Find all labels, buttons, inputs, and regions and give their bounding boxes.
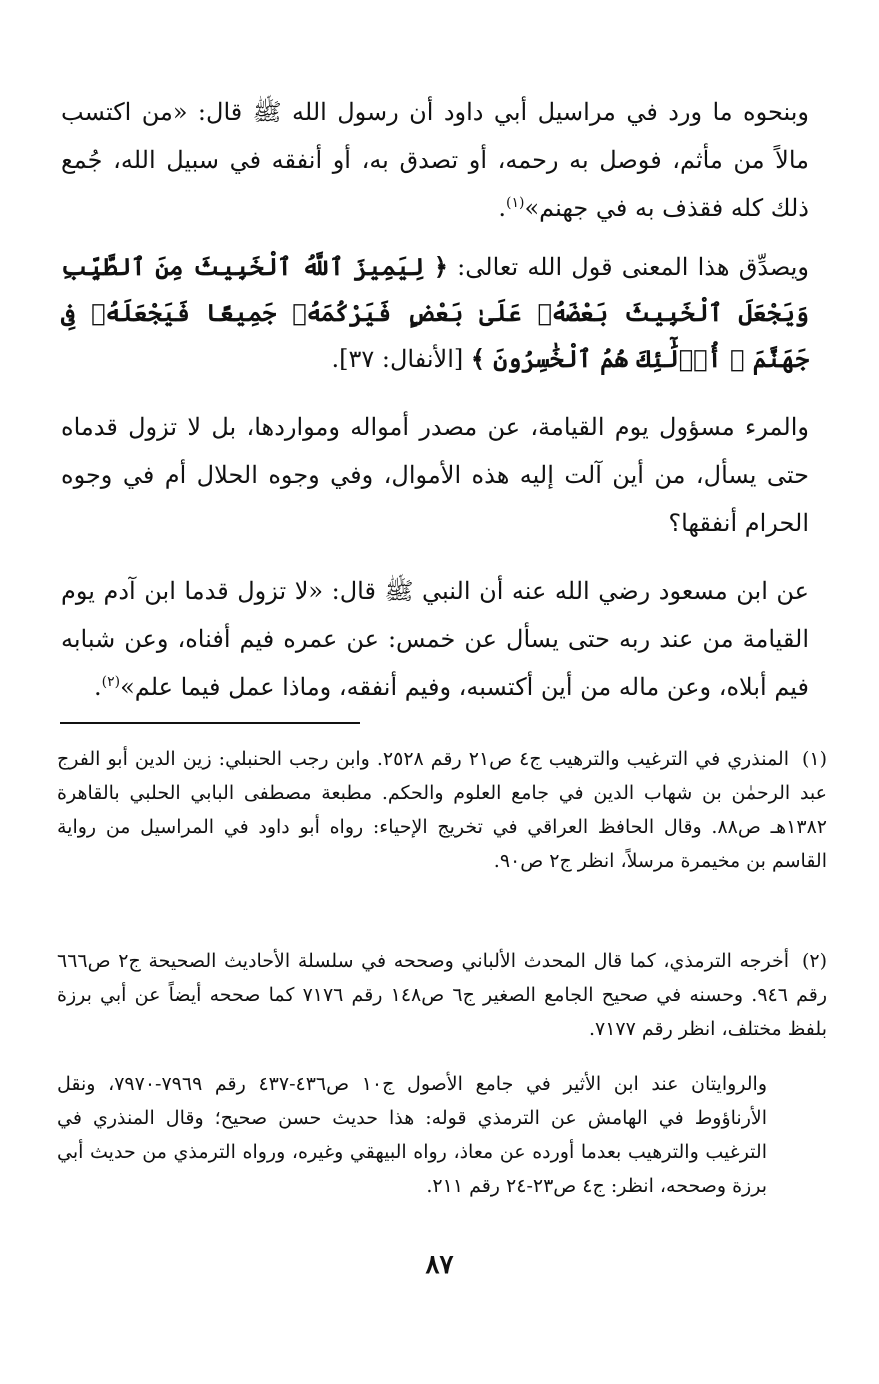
paragraph-accountability (61, 403, 809, 547)
paragraph-end: . (498, 194, 506, 222)
paragraph-text: والمرء مسؤول يوم القيامة، عن مصدر أمواله ومواردها، بل لا تزول قدماه حتى يسأل، من أين آلت إليه هذه الأموال، وفي وجوه الحلال أم في وجوه الحرام أنفقها؟ (61, 413, 810, 537)
footnote-number: (٢) (801, 950, 827, 972)
footnote-2 (57, 944, 827, 1046)
paragraph-text: عن ابن مسعود رضي الله عنه أن النبي ﷺ قال: «لا تزول قدما ابن آدم يوم القيامة من عند ربه حتى يسأل عن خمس: عن عمره فيم أفناه، وعن شبابه فيم أبلاه، وعن ماله من أين أكتسبه، وفيم أنفقه، وماذا عمل فيما علم» (61, 577, 809, 701)
footnote-ref-2[interactable]: (٢) (101, 674, 121, 690)
paragraph-ibn-masud-hadith (61, 567, 809, 711)
paragraph-mursal-hadith (61, 88, 809, 232)
page-number: ٨٧ (425, 1250, 454, 1280)
verse-source: [الأنفال: ٣٧]. (331, 345, 471, 373)
paragraph-quran-verse (61, 244, 809, 382)
paragraph-end: . (93, 673, 102, 701)
footnote-text: والروايتان عند ابن الأثير في جامع الأصول ج١٠ ص٤٣٦-٤٣٧ رقم ٧٩٦٩-٧٩٧٠، ونقل الأرناؤوط في الهامش عن الترمذي قوله: هذا حديث حسن صحيح؛ وقال المنذري في الترغيب والترهيب بعدما أورده عن معاذ، رواه البيهقي وغيره، ورواه الترمذي من حديث أبي برزة وصححه، انظر: ج٤ ص٢٣-٢٤ رقم ٢١١. (57, 1073, 767, 1197)
footnote-text: أخرجه الترمذي، كما قال المحدث الألباني وصححه في سلسلة الأحاديث الصحيحة ج٢ ص٦٦٦ رقم ٩٤٦. وحسنه في صحيح الجامع الصغير ج٦ ص١٤٨ رقم ٧١٧٦ كما صححه أيضاً عن أبي برزة بلفظ مختلف، انظر رقم ٧١٧٧. (57, 950, 827, 1040)
footnote-divider (60, 722, 360, 724)
footnote-1 (57, 742, 827, 878)
footnote-2-continuation (57, 1067, 767, 1203)
footnote-ref-1[interactable]: (١) (506, 195, 525, 211)
footnote-text: المنذري في الترغيب والترهيب ج٤ ص٢١ رقم ٢٥٢٨. وابن رجب الحنبلي: زين الدين أبو الفرج عبد الرحمٰن بن شهاب الدين في جامع العلوم والحكم. مطبعة مصطفى البابي الحلبي بالقاهرة ١٣٨٢هـ ص٨٨. وقال الحافظ العراقي في تخريج الإحياء: رواه أبو داود في المراسيل من رواية القاسم بن مخيمرة مرسلاً، انظر ج٢ ص٩٠. (57, 748, 827, 872)
quran-verse: ﴿ لِيَمِيزَ ٱللَّهُ ٱلْخَبِيثَ مِنَ ٱلطَّيِّبِ وَيَجْعَلَ ٱلْخَبِيثَ بَعْضَهُۥ عَلَىٰ بَعْضٍ فَيَرْكُمَهُۥ جَمِيعًا فَيَجْعَلَهُۥ فِى جَهَنَّمَ ۚ أُو۟لَٰٓئِكَ هُمُ ٱلْخَٰسِرُونَ ﴾ (61, 252, 809, 373)
paragraph-text: وبنحوه ما ورد في مراسيل أبي داود أن رسول الله ﷺ قال: «من اكتسب مالاً من مأثم، فوصل به رحمه، أو تصدق به، أو أنفقه في سبيل الله، جُمع ذلك كله فقذف به في جهنم» (61, 98, 810, 222)
footnote-number: (١) (801, 748, 827, 770)
paragraph-intro: ويصدِّق هذا المعنى قول الله تعالى: (448, 253, 810, 281)
